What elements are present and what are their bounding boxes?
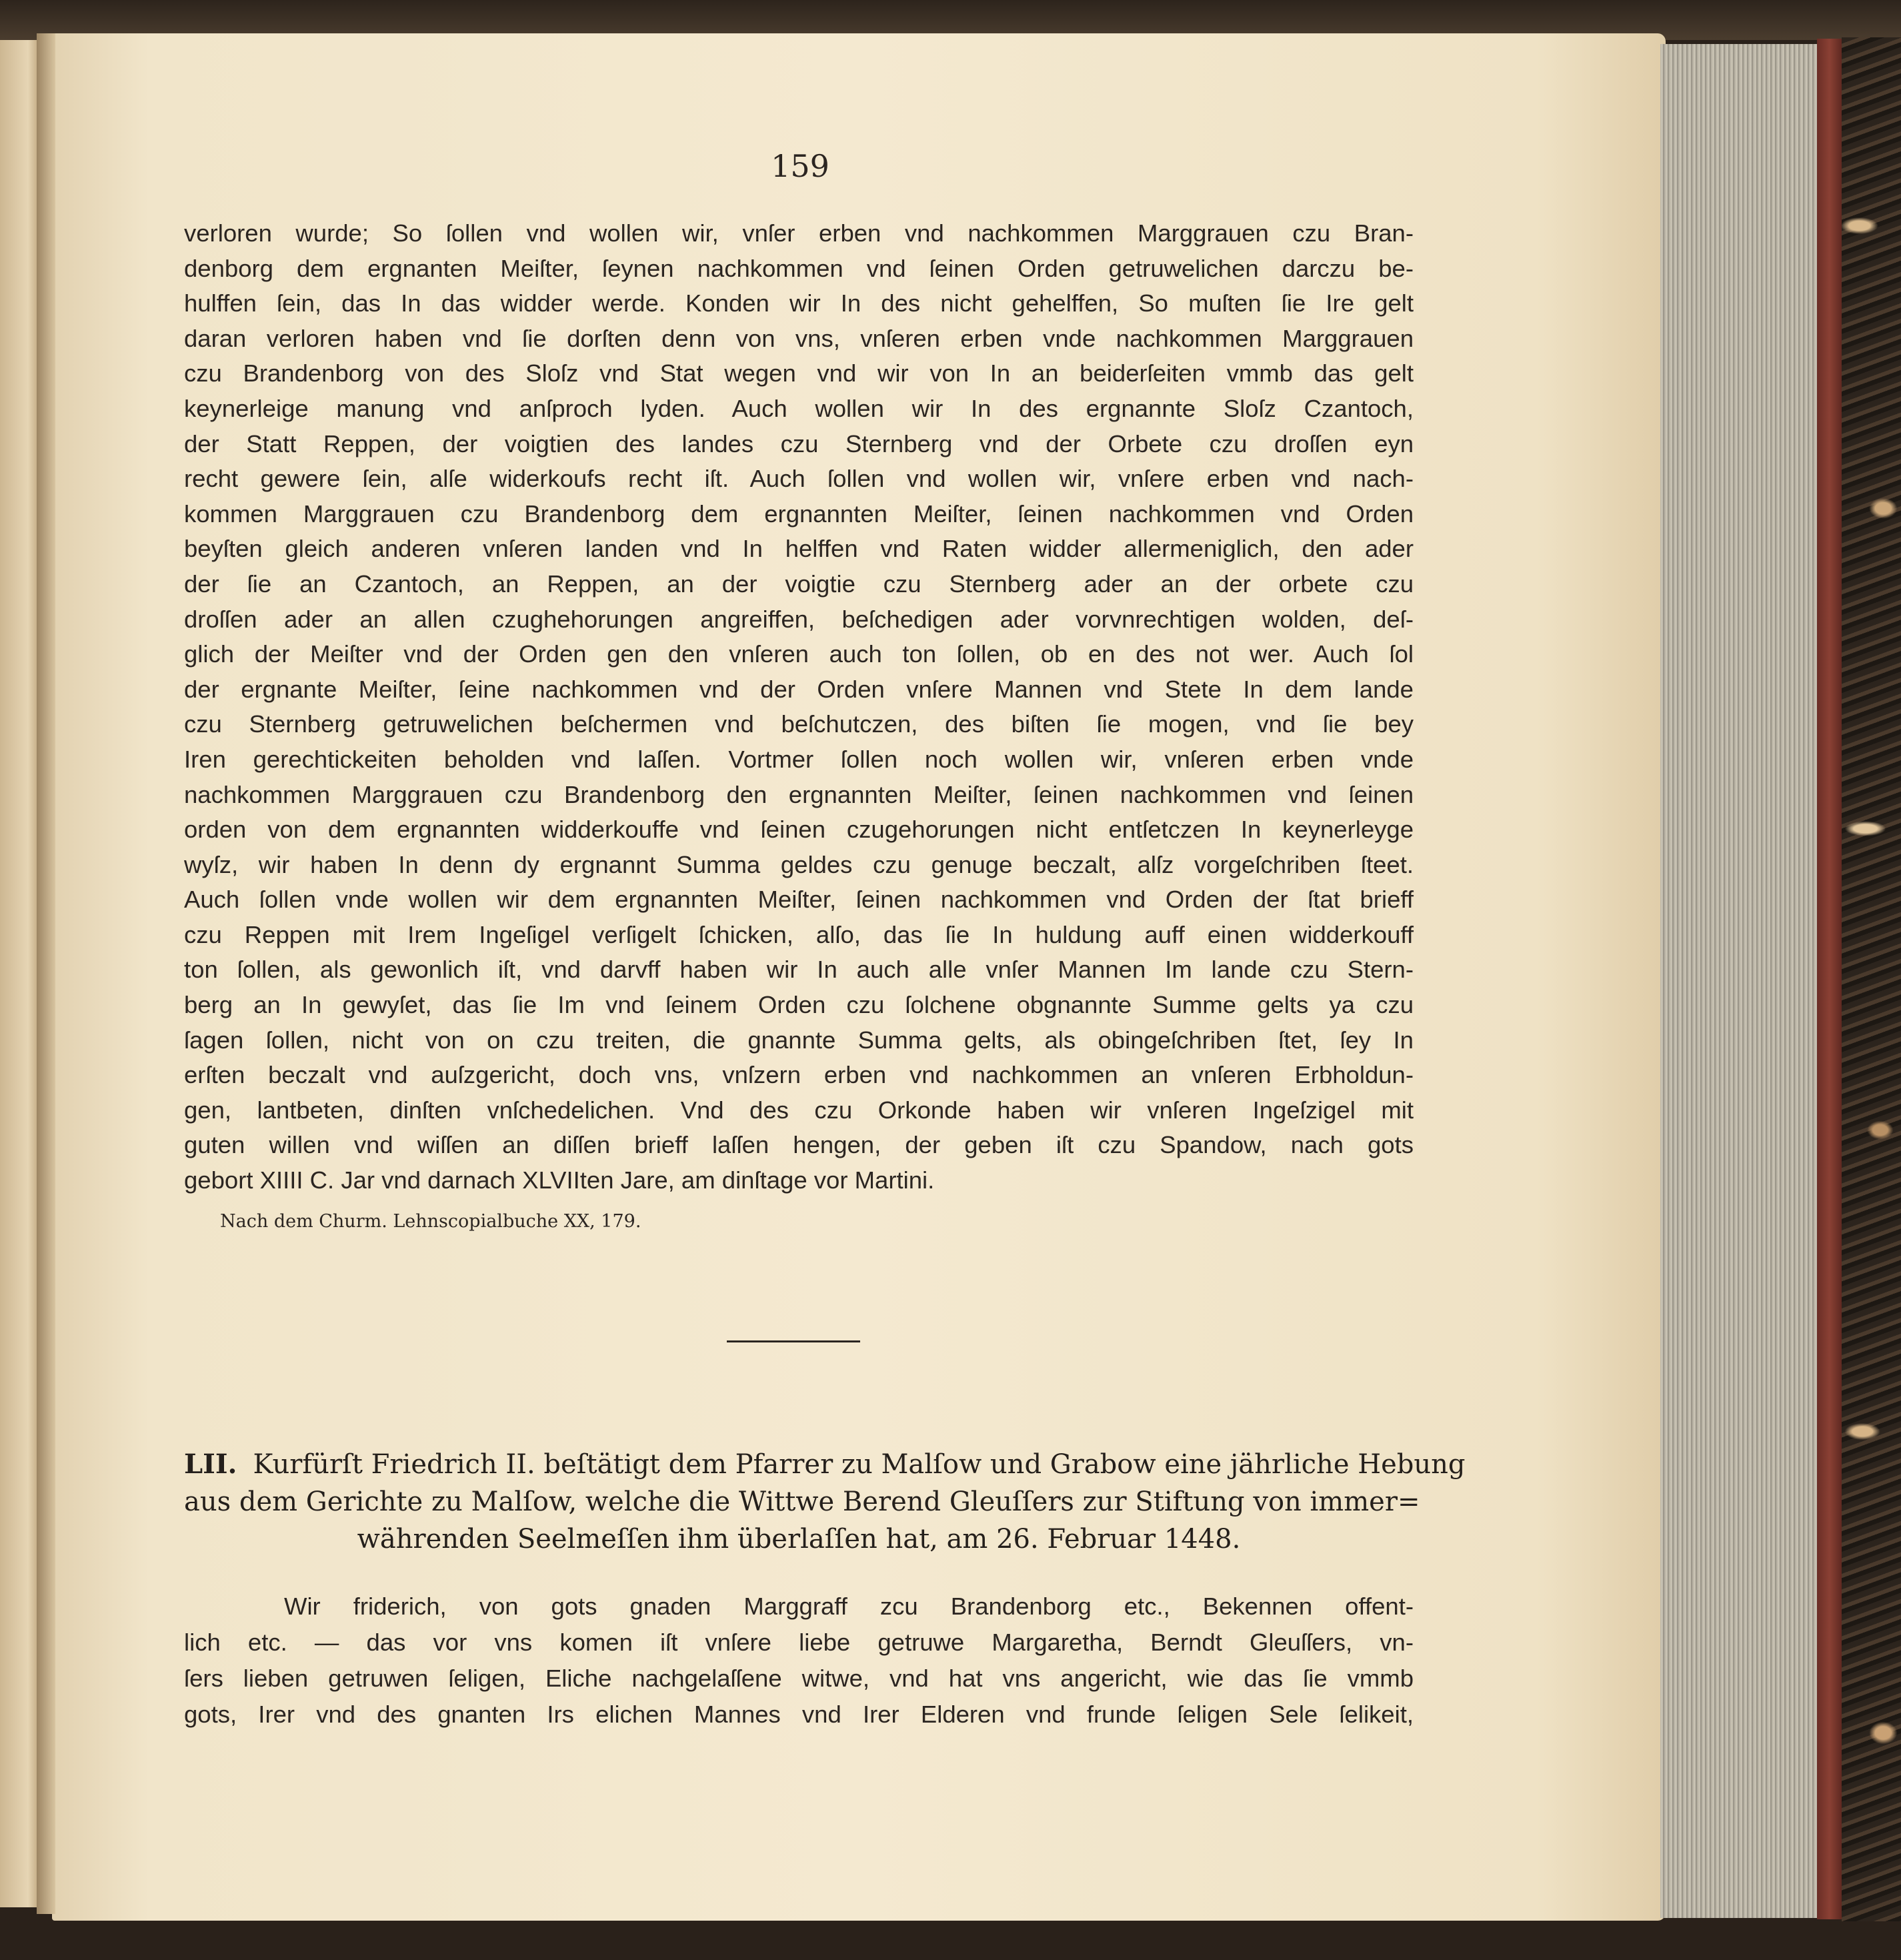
page-number: 159 <box>771 148 829 184</box>
text-line: ſagen ſollen, nicht von on czu treiten, die gnannte Summa gelts, als obingeſchriben ſtet, ſey In <box>184 1026 1414 1054</box>
text-line: daran verloren haben vnd ſie dorſten denn von vns, vnſeren erben vnde nachkommen Marggrauen <box>184 324 1414 352</box>
text-line: gebort XIIII C. Jar vnd darnach XLVIIten Jare, am dinſtage vor Martini. <box>184 1166 935 1194</box>
heading-text: Kurfürſt Friedrich II. beſtätigt dem Pfarrer zu Malſow und Grabow eine jährliche Hebung <box>253 1449 1466 1480</box>
document-body <box>184 216 1414 1198</box>
text-line: gots, Irer vnd des gnanten Irs elichen Mannes vnd Irer Elderen vnd frunde ſeligen Sele ſelikeit, <box>184 1701 1414 1728</box>
text-line: glich der Meiſter vnd der Orden gen den vnſeren auch ton ſollen, ob en des not wer. Auch ſol <box>184 640 1414 668</box>
text-line: orden von dem ergnannten widderkouffe vnd ſeinen czugehorungen nicht entſetczen In keynerleyge <box>184 816 1414 844</box>
text-line: Iren gerechtickeiten beholden vnd laſſen. Vortmer ſollen noch wollen wir, vnſeren erben vnde <box>184 745 1414 773</box>
text-line: czu Sternberg getruwelichen beſchermen vnd beſchutczen, des biſten ſie mogen, vnd ſie bey <box>184 710 1414 738</box>
text-line: czu Reppen mit Irem Ingeſigel verſigelt ſchicken, alſo, das ſie In huldung auff einen widderkouff <box>184 920 1414 948</box>
page-stack-edges <box>1660 44 1820 1918</box>
text-line: der ſie an Czantoch, an Reppen, an der voigtie czu Sternberg ader an der orbete czu <box>184 570 1414 598</box>
section-divider <box>727 1340 860 1342</box>
book-cover-edge <box>1817 39 1842 1919</box>
text-line: Wir friderich, von gots gnaden Marggraff zcu Brandenborg etc., Bekennen offent- <box>284 1593 1414 1620</box>
text-line: czu Brandenborg von des Sloſz vnd Stat wegen vnd wir von In an beiderſeiten vmmb das gelt <box>184 359 1414 387</box>
text-line: recht gewere ſein, alſe widerkoufs recht iſt. Auch ſollen vnd wollen wir, vnſere erben vnd nach- <box>184 465 1414 493</box>
text-line: guten willen vnd wiſſen an diſſen brieff laſſen hengen, der geben iſt czu Spandow, nach gots <box>184 1131 1414 1159</box>
text-line: gen, lantbeten, dinſten vnſchedelichen. Vnd des czu Orkonde haben wir vnſeren Ingeſzigel mit <box>184 1096 1414 1124</box>
heading-line-2: aus dem Gerichte zu Malſow, welche die Wittwe Berend Gleuſſers zur Stiftung von immer= <box>184 1487 1420 1517</box>
text-line: hulffen ſein, das In das widder werde. Konden wir In des nicht gehelffen, So muſten ſie Ire gelt <box>184 289 1414 317</box>
heading-line-3: währenden Seelmeſſen ihm überlaſſen hat, am 26. Februar 1448. <box>357 1524 1241 1555</box>
text-line: ton ſollen, als gewonlich iſt, vnd darvff haben wir In auch alle vnſer Mannen Im lande czu Stern- <box>184 956 1414 984</box>
text-line: der ergnante Meiſter, ſeine nachkommen vnd der Orden vnſere Mannen vnd Stete In dem lande <box>184 675 1414 703</box>
left-page-edge <box>0 40 40 1907</box>
text-line: beyſten gleich anderen vnſeren landen vnd In helffen vnd Raten widder allermeniglich, den ader <box>184 535 1414 563</box>
section-number: LII. <box>184 1448 237 1480</box>
text-line: kommen Marggrauen czu Brandenborg dem ergnannten Meiſter, ſeinen nachkommen vnd Orden <box>184 500 1414 528</box>
source-note: Nach dem Churm. Lehnscopialbuche XX, 179. <box>220 1211 641 1232</box>
text-line: verloren wurde; So ſollen vnd wollen wir, vnſer erben vnd nachkommen Marggrauen czu Bran- <box>184 219 1414 247</box>
text-line: erſten beczalt vnd auſzgericht, doch vns, vnſzern erben vnd nachkommen an vnſeren Erbholdun- <box>184 1061 1414 1089</box>
text-line: ſers lieben getruwen ſeligen, Eliche nachgelaſſene witwe, vnd hat vns angericht, wie das ſie vmmb <box>184 1665 1414 1692</box>
marbled-endpaper <box>1842 37 1901 1921</box>
text-line: berg an In gewyſet, das ſie Im vnd ſeinem Orden czu ſolchene obgnannte Summe gelts ya czu <box>184 991 1414 1019</box>
book-gutter <box>37 33 55 1914</box>
document-body-2 <box>184 1589 1414 1733</box>
text-line: der Statt Reppen, der voigtien des landes czu Sternberg vnd der Orbete czu droſſen eyn <box>184 429 1414 457</box>
section-heading <box>184 1446 1466 1558</box>
text-line: Auch ſollen vnde wollen wir dem ergnannten Meiſter, ſeinen nachkommen vnd Orden der ſtat brieff <box>184 886 1414 914</box>
text-line: droſſen ader an allen czughehorungen angreiffen, beſchedigen ader vorvnrechtigen wolden, deſ- <box>184 605 1414 633</box>
text-line: keynerleige manung vnd anſproch lyden. Auch wollen wir In des ergnannte Sloſz Czantoch, <box>184 394 1414 422</box>
text-line: wyſz, wir haben In denn dy ergnannt Summa geldes czu genuge beczalt, alſz vorgeſchriben ſteet. <box>184 850 1414 878</box>
text-line: denborg dem ergnanten Meiſter, ſeynen nachkommen vnd ſeinen Orden getruwelichen darczu be- <box>184 254 1414 282</box>
text-line: nachkommen Marggrauen czu Brandenborg den ergnannten Meiſter, ſeinen nachkommen vnd ſeinen <box>184 780 1414 808</box>
heading-line-1 <box>184 1446 1466 1483</box>
text-line: lich etc. — das vor vns komen iſt vnſere liebe getruwe Margaretha, Berndt Gleuſſers, vn- <box>184 1629 1414 1656</box>
